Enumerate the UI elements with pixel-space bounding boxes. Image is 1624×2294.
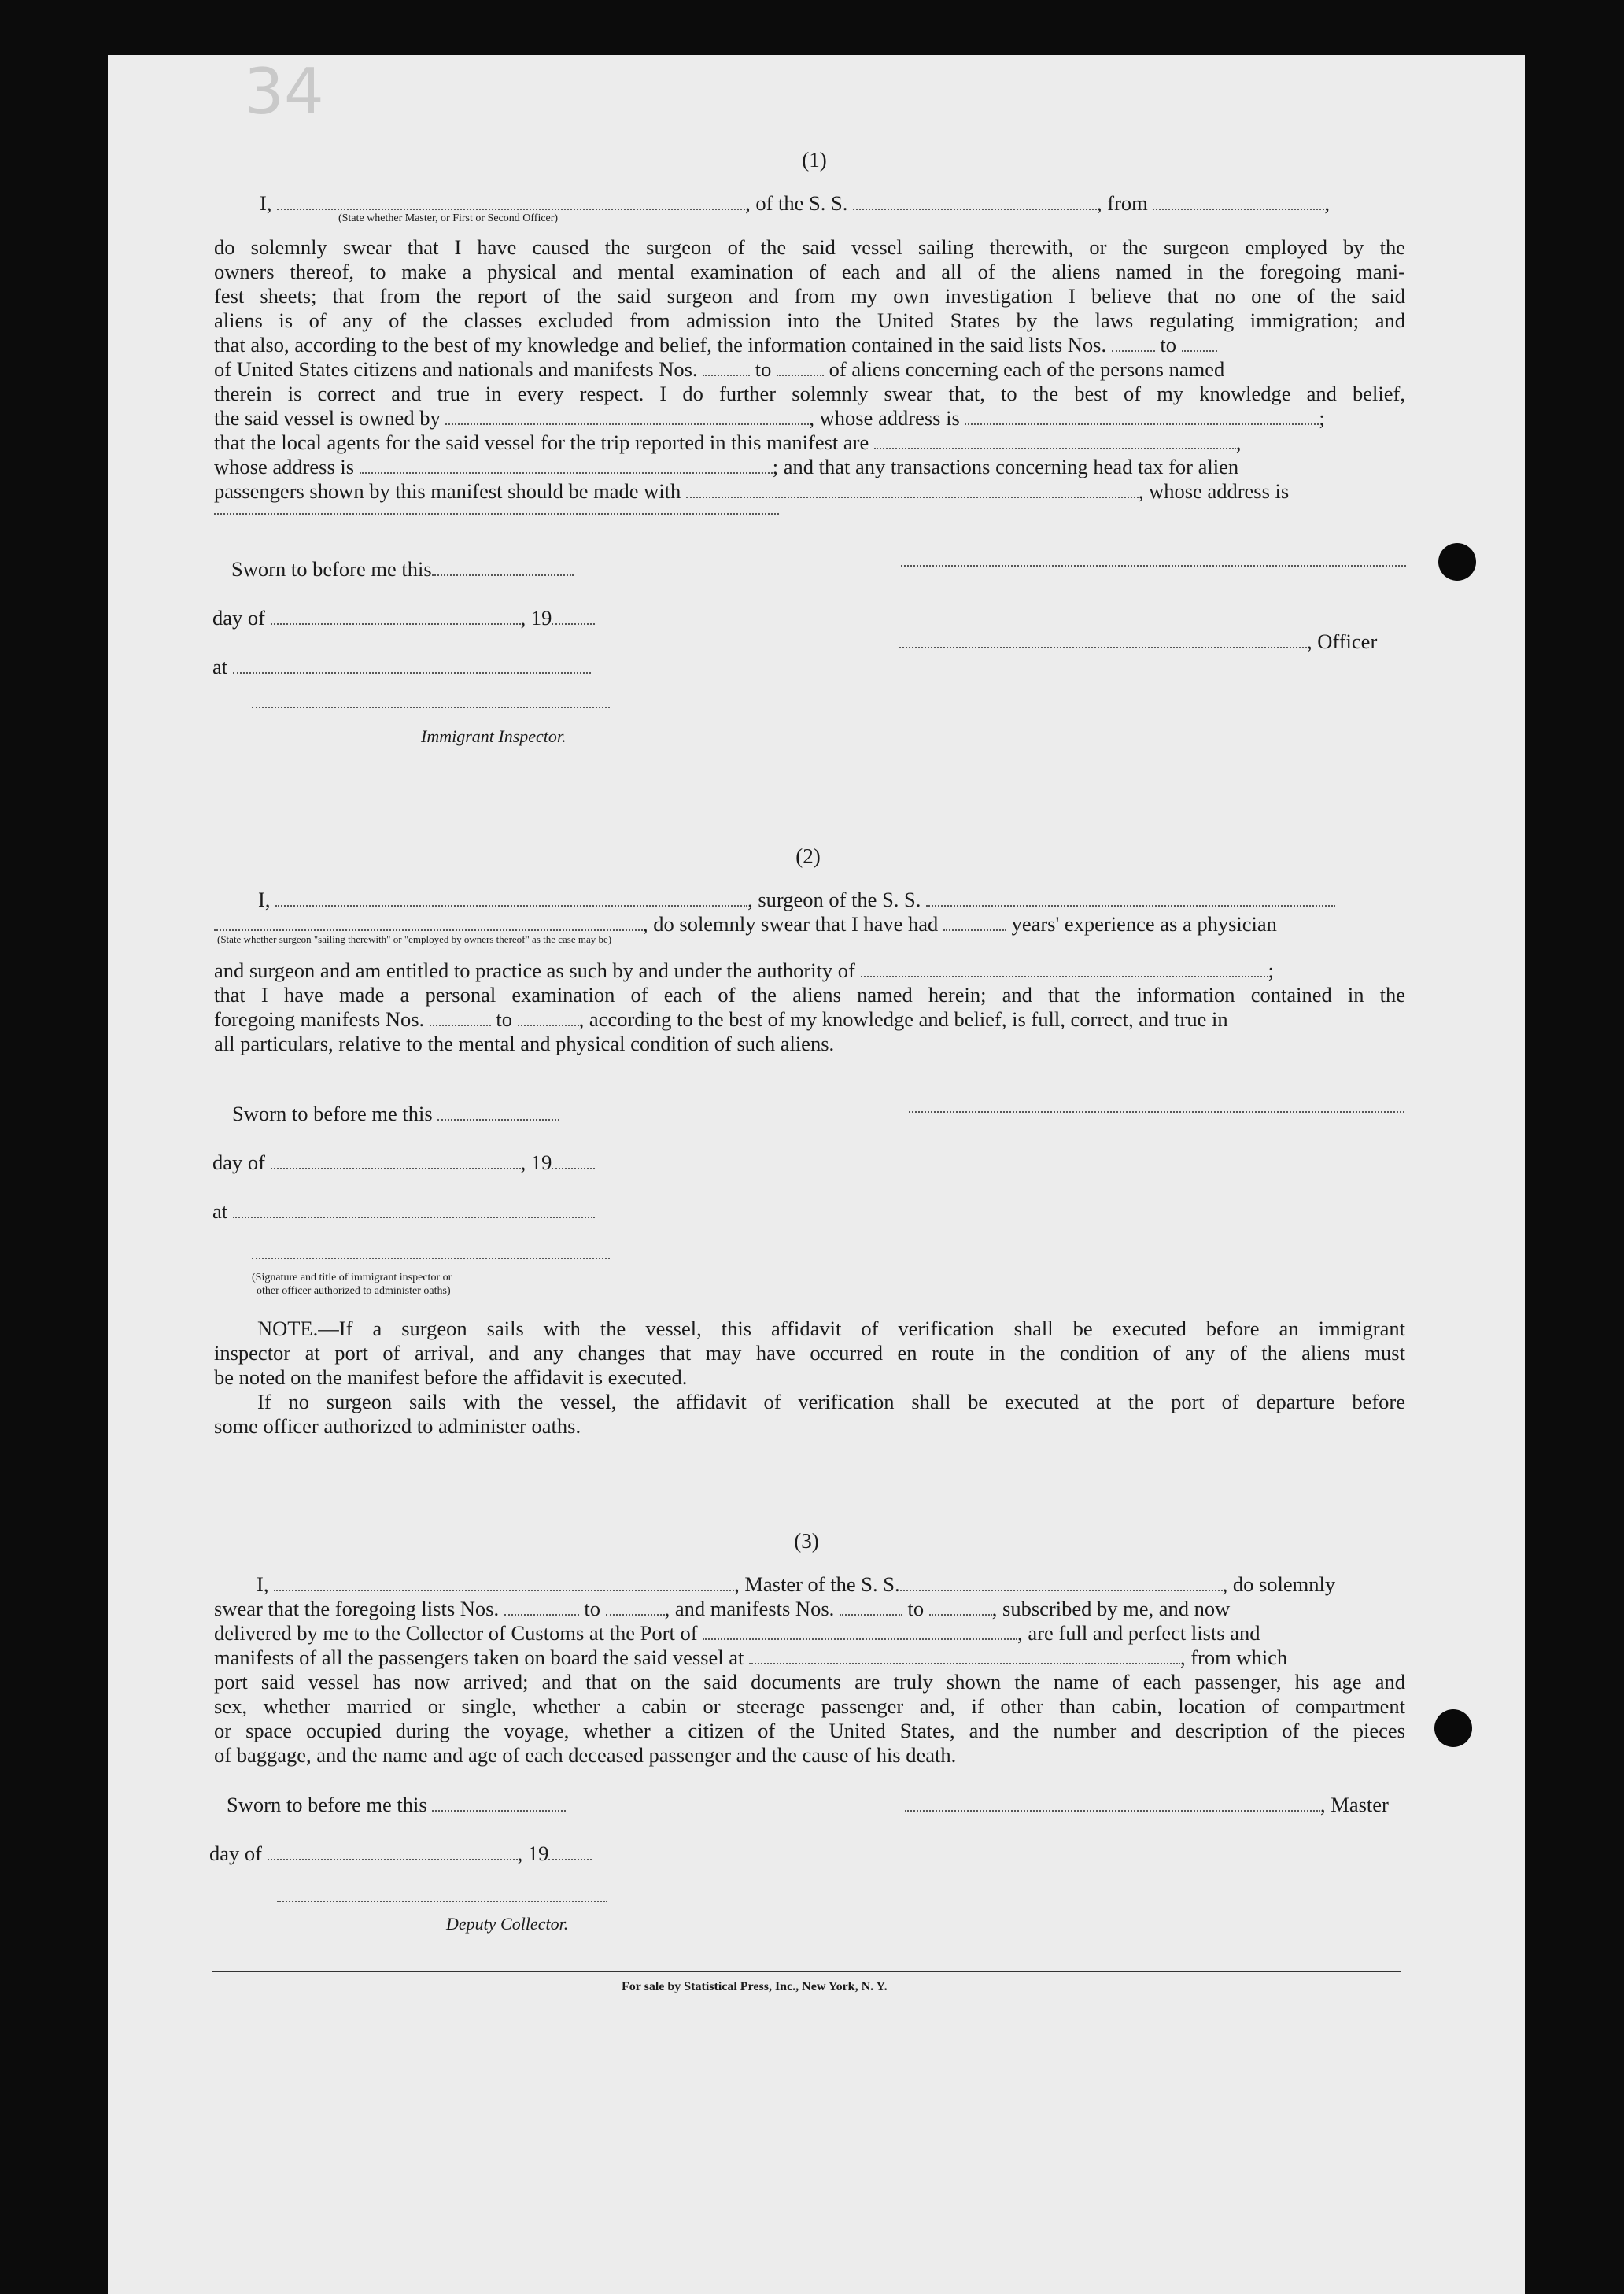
from-port-field[interactable] (1153, 194, 1324, 210)
alien-manifest-to-field[interactable] (777, 360, 824, 376)
s3-sworn-date-field[interactable] (432, 1796, 566, 1812)
note-line: some officer authorized to administer oaths. (214, 1414, 581, 1438)
s3-line-2: swear that the foregoing lists Nos. to , and manifests Nos. to , subscribed by me, and now (214, 1597, 1231, 1620)
officer-signature-line-1[interactable] (901, 565, 1406, 567)
s1-year-field[interactable] (552, 609, 595, 625)
s2-year-field[interactable] (552, 1154, 595, 1169)
punch-hole-top (1438, 543, 1476, 581)
vessel-name-field[interactable] (853, 194, 1097, 210)
years-experience-field[interactable] (943, 915, 1006, 931)
master-name-field[interactable] (274, 1576, 734, 1591)
s3-body-line: or space occupied during the voyage, whether a citizen of the United States, and the number and description of the pieces (214, 1719, 1405, 1742)
owner-address-field[interactable] (965, 409, 1319, 425)
s1-body-line: owners thereof, to make a physical and mental examination of each and all of the aliens named in the foregoing mani- (214, 260, 1405, 283)
s3-manifest-to-field[interactable] (929, 1600, 992, 1616)
s1-line-9: the said vessel is owned by , whose address is ; (214, 406, 1325, 430)
note-line: be noted on the manifest before the affidavit is executed. (214, 1365, 688, 1389)
embarkation-port-field[interactable] (749, 1649, 1180, 1664)
port-of-arrival-field[interactable] (703, 1624, 1017, 1640)
inspector-signature-field[interactable] (252, 707, 610, 708)
s1-line-10: that the local agents for the said vessel for the trip reported in this manifest are , (214, 430, 1242, 454)
s1-sworn-date-field[interactable] (432, 560, 574, 576)
s2-signature-note-1: (Signature and title of immigrant inspector or (252, 1272, 452, 1284)
s3-vessel-name-field[interactable] (900, 1576, 1223, 1591)
s2-signature-note-2: other officer authorized to administer oaths) (257, 1285, 451, 1297)
s2-line-3: and surgeon and am entitled to practice as such by and under the authority of ; (214, 959, 1274, 982)
s2-body-line: that I have made a personal examination of each of the aliens named herein; and that the information contained in the (214, 983, 1405, 1007)
s1-line-1: I, , of the S. S. , from , (260, 191, 1331, 215)
printer-imprint: For sale by Statistical Press, Inc., New York, N. Y. (622, 1980, 888, 1993)
officer-signature-field[interactable] (899, 633, 1307, 648)
practice-authority-field[interactable] (861, 962, 1268, 977)
s1-at-line: at (212, 655, 591, 679)
s3-line-1: I, , Master of the S. S. , do solemnly (257, 1572, 1336, 1596)
s3-list-from-field[interactable] (504, 1600, 579, 1616)
s2-sworn-date-field[interactable] (437, 1105, 559, 1121)
citizen-list-to-field[interactable] (1182, 336, 1217, 352)
s1-sworn-line: Sworn to before me this (231, 557, 574, 582)
s2-place-field[interactable] (233, 1202, 595, 1218)
officer-line: , Officer (899, 630, 1377, 654)
agents-address-field[interactable] (360, 458, 773, 474)
note-line: If no surgeon sails with the vessel, the affidavit of verification shall be executed at the port of departure before (257, 1390, 1405, 1413)
s2-month-field[interactable] (271, 1154, 521, 1169)
s1-body-line: fest sheets; that from the report of the said surgeon and from my own investigation I believe that no one of the said (214, 284, 1405, 308)
collector-signature-field[interactable] (277, 1901, 607, 1902)
note-line: inspector at port of arrival, and any changes that may have occurred en route in the condition of any of the aliens must (214, 1341, 1405, 1365)
section-1-number: (1) (802, 148, 827, 172)
s1-month-field[interactable] (271, 609, 521, 625)
s2-vessel-name-field[interactable] (926, 891, 1335, 907)
s3-year-field[interactable] (548, 1845, 592, 1860)
s1-from-label: , from (1097, 191, 1148, 215)
s1-ss-label: , of the S. S. (745, 191, 848, 215)
master-line: , Master (905, 1793, 1389, 1817)
s3-manifest-from-field[interactable] (840, 1600, 902, 1616)
officer-rank-note: (State whether Master, or First or Second Officer) (338, 212, 559, 224)
s1-line-6: that also, according to the best of my knowledge and belief, the information contained in the said lists Nos. to (214, 333, 1217, 357)
s2-day-line: day of , 19 (212, 1151, 595, 1175)
s1-line-7: of United States citizens and nationals and manifests Nos. to of aliens concerning each of the persons named (214, 357, 1225, 381)
s2-manifest-to-field[interactable] (518, 1010, 579, 1026)
s3-body-line: sex, whether married or single, whether a cabin or steerage passenger and, if other than cabin, location of compartment (214, 1694, 1405, 1718)
s3-body-line: of baggage, and the name and age of each deceased passenger and the cause of his death. (214, 1743, 957, 1767)
surgeon-status-note: (State whether surgeon "sailing therewith" or "employed by owners thereof" as the case may be) (217, 933, 612, 945)
s3-line-4: manifests of all the passengers taken on board the said vessel at , from which (214, 1646, 1288, 1669)
head-tax-address-field[interactable] (214, 513, 779, 515)
s1-line-12: passengers shown by this manifest should be made with , whose address is (214, 479, 1290, 503)
s3-line-3: delivered by me to the Collector of Customs at the Port of , are full and perfect lists and (214, 1621, 1260, 1645)
surgeon-status-field[interactable] (214, 915, 643, 931)
s2-line-5: foregoing manifests Nos. to , according to the best of my knowledge and belief, is full, correct, and true in (214, 1007, 1228, 1031)
s2-manifest-from-field[interactable] (430, 1010, 491, 1026)
s2-sworn-line: Sworn to before me this (232, 1102, 559, 1126)
s3-month-field[interactable] (268, 1845, 518, 1860)
s1-body-line: do solemnly swear that I have caused the surgeon of the said vessel sailing therewith, or the surgeon employed by the (214, 235, 1405, 259)
section-2-number: (2) (795, 844, 821, 868)
s2-line-1: I, , surgeon of the S. S. (258, 888, 1335, 912)
punch-hole-bottom (1434, 1709, 1472, 1747)
s2-line-6: all particulars, relative to the mental and physical condition of such aliens. (214, 1032, 835, 1055)
s1-line-11: whose address is ; and that any transactions concerning head tax for alien (214, 455, 1239, 478)
s2-line-2: , do solemnly swear that I have had years' experience as a physician (214, 912, 1277, 936)
head-tax-contact-field[interactable] (686, 482, 1139, 498)
alien-manifest-from-field[interactable] (703, 360, 750, 376)
s1-place-field[interactable] (233, 658, 591, 674)
s1-body-line: aliens is of any of the classes excluded from admission into the United States by the laws regulating immigration; and (214, 308, 1405, 332)
section-3-number: (3) (794, 1529, 819, 1553)
note-line: NOTE.—If a surgeon sails with the vessel, this affidavit of verification shall be executed before an immigrant (257, 1317, 1405, 1340)
vessel-owner-field[interactable] (445, 409, 809, 425)
s3-sworn-line: Sworn to before me this (227, 1793, 566, 1817)
s2-inspector-signature-field[interactable] (252, 1258, 610, 1259)
officer-name-field[interactable] (277, 194, 745, 210)
s1-body-line: therein is correct and true in every respect. I do further solemnly swear that, to the best of my knowledge and belief, (214, 382, 1405, 405)
s3-body-line: port said vessel has now arrived; and that on the said documents are truly shown the name of each passenger, his age and (214, 1670, 1405, 1694)
local-agents-field[interactable] (874, 434, 1236, 449)
footer-divider (212, 1971, 1401, 1972)
s3-day-line: day of , 19 (209, 1841, 592, 1866)
page-number-mark: 34 (244, 55, 324, 128)
deputy-collector-label: Deputy Collector. (446, 1914, 569, 1934)
s1-day-line: day of , 19 (212, 606, 595, 630)
s3-list-to-field[interactable] (606, 1600, 665, 1616)
s1-i-label: I, (260, 191, 272, 215)
immigrant-inspector-label: Immigrant Inspector. (421, 726, 567, 746)
surgeon-name-field[interactable] (275, 891, 747, 907)
surgeon-signature-field[interactable] (909, 1111, 1404, 1113)
s2-at-line: at (212, 1199, 595, 1224)
master-signature-field[interactable] (905, 1796, 1320, 1812)
citizen-list-from-field[interactable] (1112, 336, 1155, 352)
